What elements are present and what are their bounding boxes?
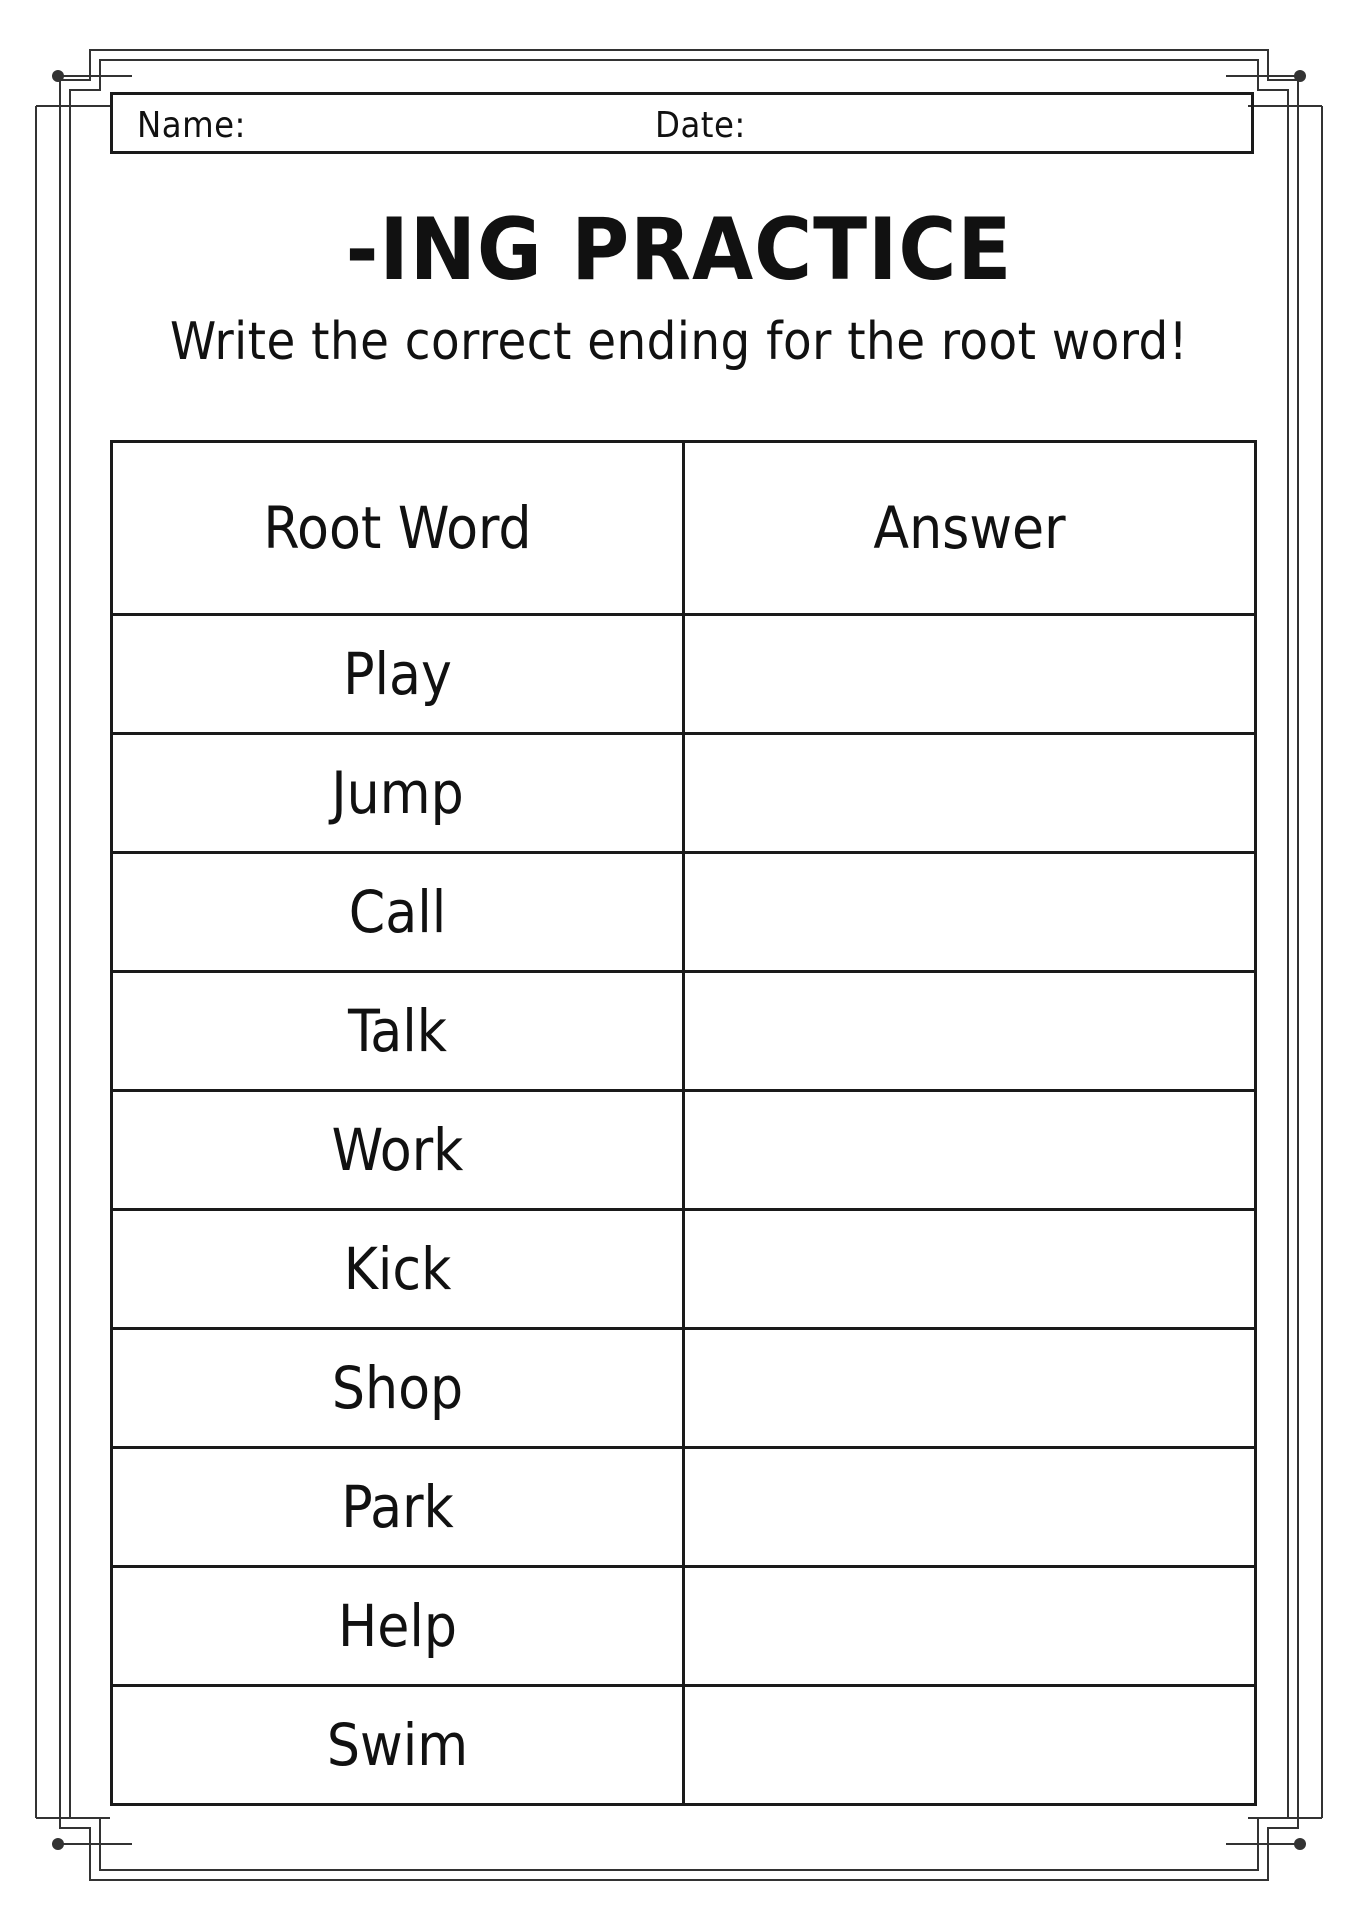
table-row — [112, 1448, 1256, 1567]
answer-cell[interactable] — [684, 1686, 1256, 1805]
worksheet-instructions: Write the correct ending for the root word! — [170, 312, 1188, 372]
root-word-cell: Talk — [112, 972, 684, 1091]
answer-cell[interactable] — [684, 972, 1256, 1091]
root-word-cell: Jump — [112, 734, 684, 853]
root-word-cell: Call — [112, 853, 684, 972]
root-word-cell: Swim — [112, 1686, 684, 1805]
worksheet-title: -ING PRACTICE — [345, 200, 1013, 300]
table-row — [112, 734, 1256, 853]
answer-cell[interactable] — [684, 853, 1256, 972]
answer-cell[interactable] — [684, 734, 1256, 853]
root-word-cell: Park — [112, 1448, 684, 1567]
root-word-cell: Play — [112, 615, 684, 734]
answer-cell[interactable] — [684, 1210, 1256, 1329]
answer-cell[interactable] — [684, 1567, 1256, 1686]
table-row — [112, 972, 1256, 1091]
table-row — [112, 615, 1256, 734]
column-header-answer: Answer — [684, 442, 1256, 615]
root-word-cell: Work — [112, 1091, 684, 1210]
answer-cell[interactable] — [684, 1448, 1256, 1567]
table-header-row — [112, 442, 1256, 615]
column-header-root-word: Root Word — [112, 442, 684, 615]
table-row — [112, 853, 1256, 972]
root-word-cell: Shop — [112, 1329, 684, 1448]
table-row — [112, 1210, 1256, 1329]
answer-cell[interactable] — [684, 615, 1256, 734]
table-row — [112, 1686, 1256, 1805]
name-label: Name: — [137, 105, 246, 146]
root-word-cell: Kick — [112, 1210, 684, 1329]
root-word-cell: Help — [112, 1567, 684, 1686]
practice-table — [110, 440, 1257, 1806]
table-row — [112, 1329, 1256, 1448]
answer-cell[interactable] — [684, 1329, 1256, 1448]
table-row — [112, 1567, 1256, 1686]
table-row — [112, 1091, 1256, 1210]
answer-cell[interactable] — [684, 1091, 1256, 1210]
date-label: Date: — [655, 105, 746, 146]
name-date-box — [110, 92, 1254, 154]
